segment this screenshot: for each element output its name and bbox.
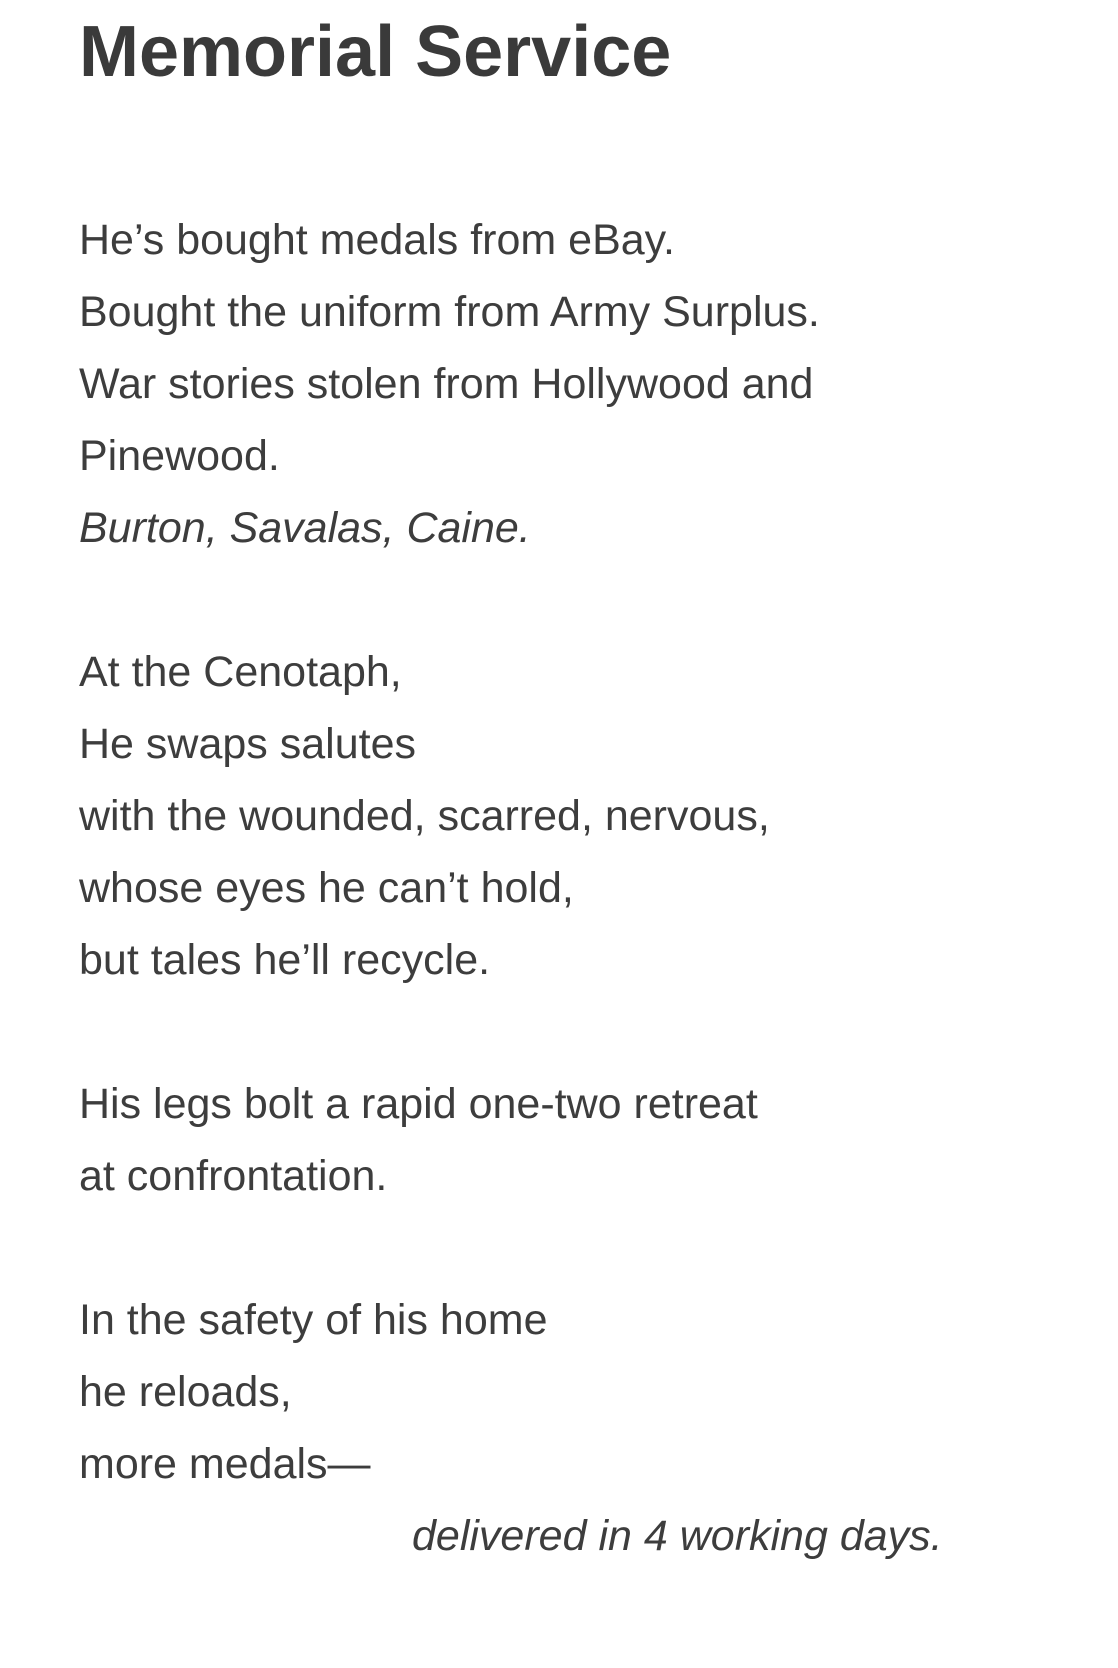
poem-line: War stories stolen from Hollywood and bbox=[79, 360, 814, 408]
stanza-break bbox=[79, 564, 1079, 636]
stanza-break bbox=[79, 996, 1079, 1068]
poem-line: He’s bought medals from eBay. bbox=[79, 216, 675, 264]
poem-line-italic-indented: delivered in 4 working days. bbox=[412, 1512, 943, 1560]
poem-line: Pinewood. bbox=[79, 432, 280, 480]
stanza-3 bbox=[79, 1068, 1079, 1212]
poem-line: at confrontation. bbox=[79, 1152, 388, 1200]
stanza-2 bbox=[79, 636, 1079, 996]
poem-line: but tales he’ll recycle. bbox=[79, 936, 491, 984]
stanza-break bbox=[79, 1212, 1079, 1284]
poem-line: He swaps salutes bbox=[79, 720, 416, 768]
poem-line: At the Cenotaph, bbox=[79, 648, 402, 696]
poem-title: Memorial Service bbox=[79, 12, 672, 92]
poem-line: In the safety of his home bbox=[79, 1296, 548, 1344]
poem-line: more medals— bbox=[79, 1440, 371, 1488]
stanza-1 bbox=[79, 204, 1079, 564]
poem-line: he reloads, bbox=[79, 1368, 292, 1416]
stanza-4 bbox=[79, 1284, 1079, 1572]
poem-line: Bought the uniform from Army Surplus. bbox=[79, 288, 820, 336]
poem-line: whose eyes he can’t hold, bbox=[79, 864, 574, 912]
poem-line: with the wounded, scarred, nervous, bbox=[79, 792, 770, 840]
poem-line-italic: Burton, Savalas, Caine. bbox=[79, 504, 531, 552]
poem-line: His legs bolt a rapid one-two retreat bbox=[79, 1080, 758, 1128]
note-document bbox=[79, 0, 1079, 1572]
